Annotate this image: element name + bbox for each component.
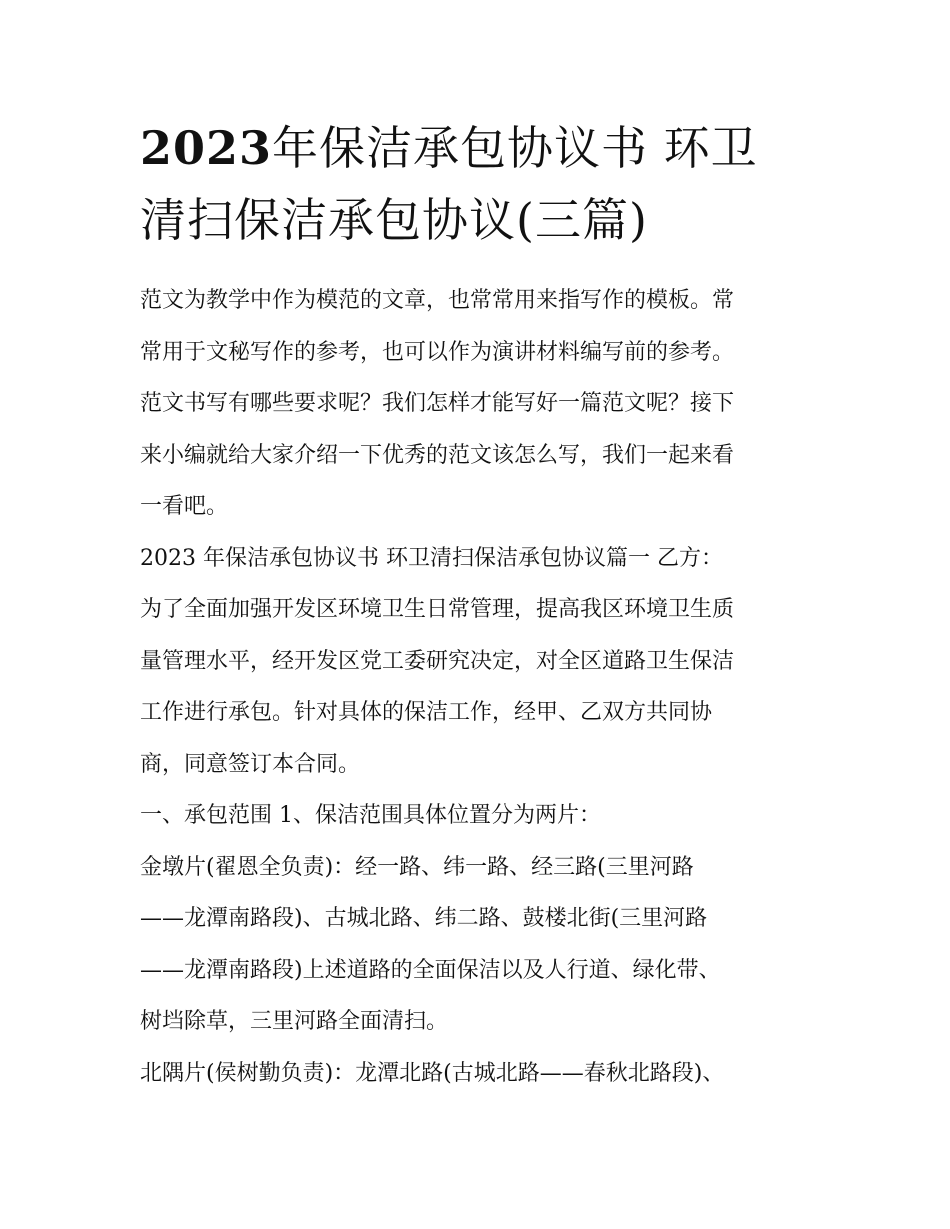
document-title	[140, 112, 820, 256]
text-line: 来小编就给大家介绍一下优秀的范文该怎么写，我们一起来看	[140, 442, 735, 468]
text-line: 2023 年保洁承包协议书 环卫清扫保洁承包协议篇一 乙方：	[140, 545, 723, 571]
title-line-2: 清扫保洁承包协议(三篇)	[140, 193, 648, 247]
text-line: ——龙潭南路段)、古城北路、纬二路、鼓楼北街(三里河路	[140, 906, 708, 931]
text-line: 为了全面加强开发区环境卫生日常管理，提高我区环境卫生质	[140, 597, 735, 622]
document-body	[140, 275, 815, 1099]
paragraph-beiyu-area	[140, 1048, 815, 1100]
text-line: 树垱除草，三里河路全面清扫。	[140, 1009, 449, 1034]
title-line-1	[140, 112, 820, 184]
text-line: 商，同意签订本合同。	[140, 751, 361, 777]
text-line: 一、承包范围 1、保洁范围具体位置分为两片：	[140, 803, 601, 828]
text-line: 北隅片(侯树勤负责)：龙潭北路(古城北路——春秋北路段)、	[140, 1060, 725, 1086]
text-line: 一看吧。	[140, 494, 229, 519]
paragraph-section-heading	[140, 533, 815, 585]
text-line: ——龙潭南路段)上述道路的全面保洁以及人行道、绿化带、	[140, 957, 721, 983]
title-line-1-text: 年保洁承包协议书 环卫	[272, 121, 758, 175]
paragraph-jindun-area	[140, 842, 815, 1048]
text-line: 范文书写有哪些要求呢？我们怎样才能写好一篇范文呢？接下	[140, 391, 735, 416]
paragraph-scope	[140, 790, 815, 842]
text-line: 工作进行承包。针对具体的保洁工作，经甲、乙双方共同协	[140, 700, 713, 725]
text-line: 量管理水平，经开发区党工委研究决定，对全区道路卫生保洁	[140, 648, 735, 674]
paragraph-purpose	[140, 584, 815, 790]
paragraph-intro	[140, 275, 815, 533]
text-line: 常用于文秘写作的参考，也可以作为演讲材料编写前的参考。	[140, 339, 735, 365]
text-line: 金墩片(翟恩全负责)：经一路、纬一路、经三路(三里河路	[140, 854, 694, 880]
text-line: 范文为教学中作为模范的文章，也常常用来指写作的模板。常	[140, 288, 735, 313]
title-year: 2023	[140, 121, 273, 175]
